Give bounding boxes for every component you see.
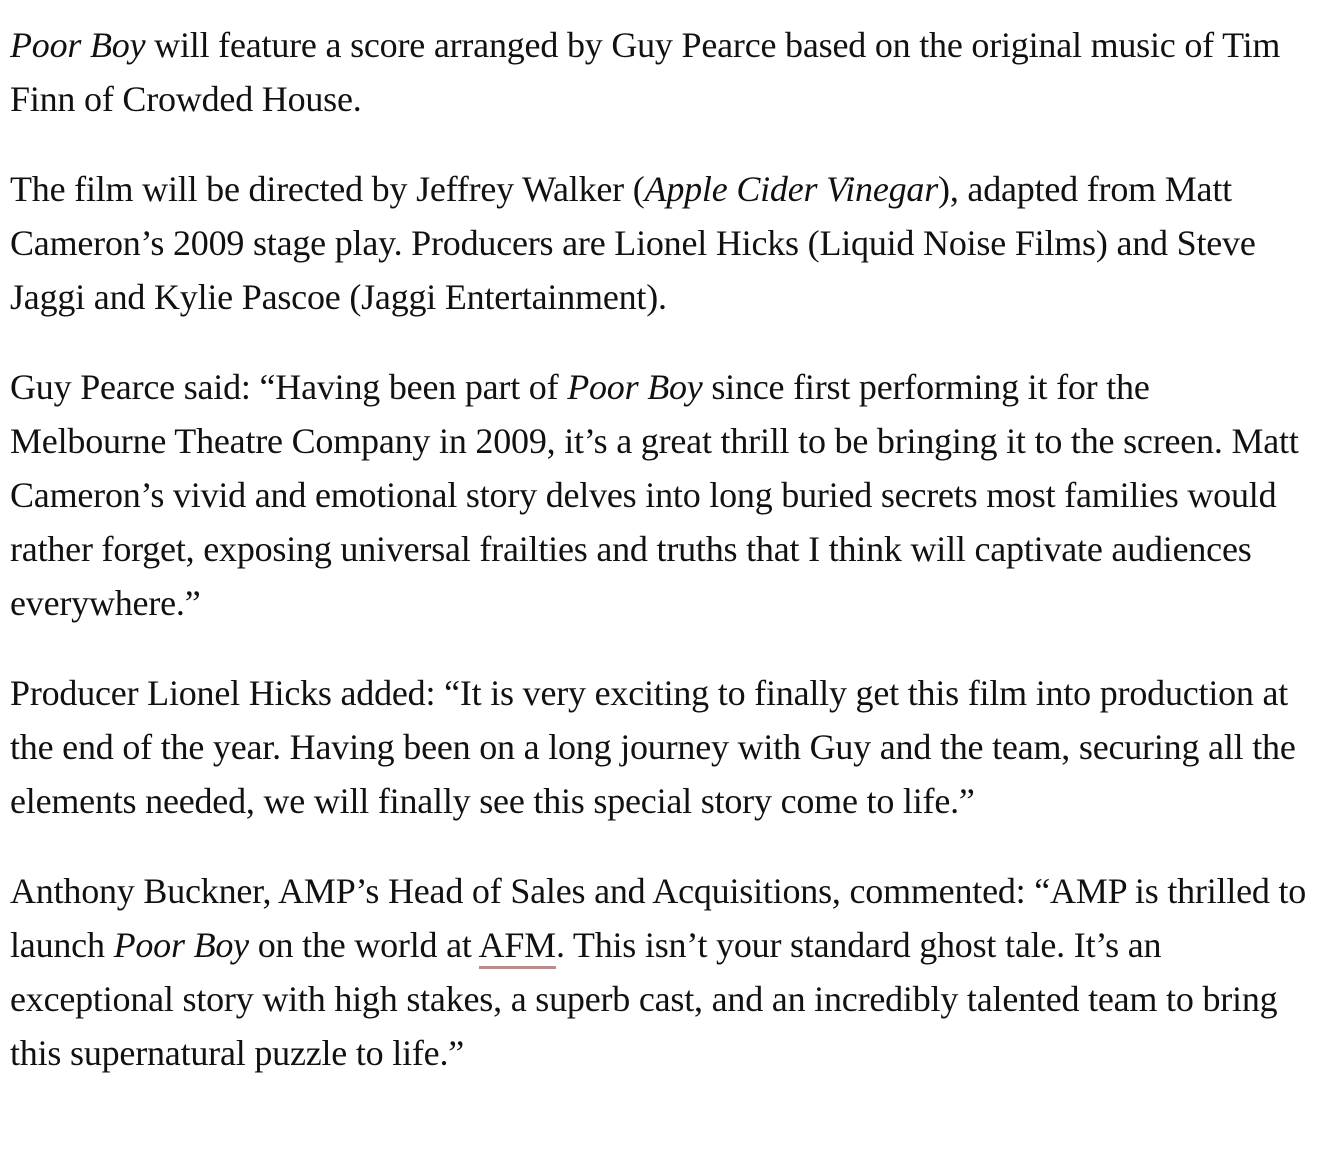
- paragraph-score: [10, 18, 1310, 126]
- paragraph-text: Producer Lionel Hicks added: “It is very exciting to finally get this film into production at the end of the year. Having been on a long journey with Guy and the team, securing all the elements needed, we will finally see this special story come to life.”: [10, 673, 1296, 821]
- paragraph-pearce-quote: [10, 360, 1310, 630]
- afm-link[interactable]: AFM: [479, 925, 556, 969]
- film-title: Poor Boy: [113, 925, 249, 965]
- paragraph-text: Anthony Buckner, AMP’s Head of Sales and Acquisitions, commented: “AMP is thrilled to launch: [10, 871, 1307, 965]
- film-title: Poor Boy: [10, 25, 146, 65]
- paragraph-text: on the world at: [248, 925, 479, 965]
- paragraph-text: Guy Pearce said: “Having been part of: [10, 367, 568, 407]
- film-title: Poor Boy: [567, 367, 703, 407]
- paragraph-text: since first performing it for the Melbourne Theatre Company in 2009, it’s a great thrill to be bringing it to the screen. Matt Cameron’s vivid and emotional story delves into long buried secrets most families would rather forget, exposing universal frailties and truths that I think will captivate audiences everywhere.”: [10, 367, 1299, 623]
- paragraph-text: ), adapted from Matt Cameron’s 2009 stage play. Producers are Lionel Hicks (Liquid Noise Films) and Steve Jaggi and Kylie Pascoe (Jaggi Entertainment).: [10, 169, 1256, 317]
- paragraph-hicks-quote: [10, 666, 1310, 828]
- paragraph-text: . This isn’t your standard ghost tale. It’s an exceptional story with high stakes, a superb cast, and an incredibly talented team to bring this supernatural puzzle to life.”: [10, 925, 1278, 1073]
- paragraph-text: will feature a score arranged by Guy Pearce based on the original music of Tim Finn of Crowded House.: [10, 25, 1281, 119]
- paragraph-director: [10, 162, 1310, 324]
- film-title: Apple Cider Vinegar: [644, 169, 939, 209]
- paragraph-buckner-quote: [10, 864, 1310, 1080]
- paragraph-text: The film will be directed by Jeffrey Walker (: [10, 169, 645, 209]
